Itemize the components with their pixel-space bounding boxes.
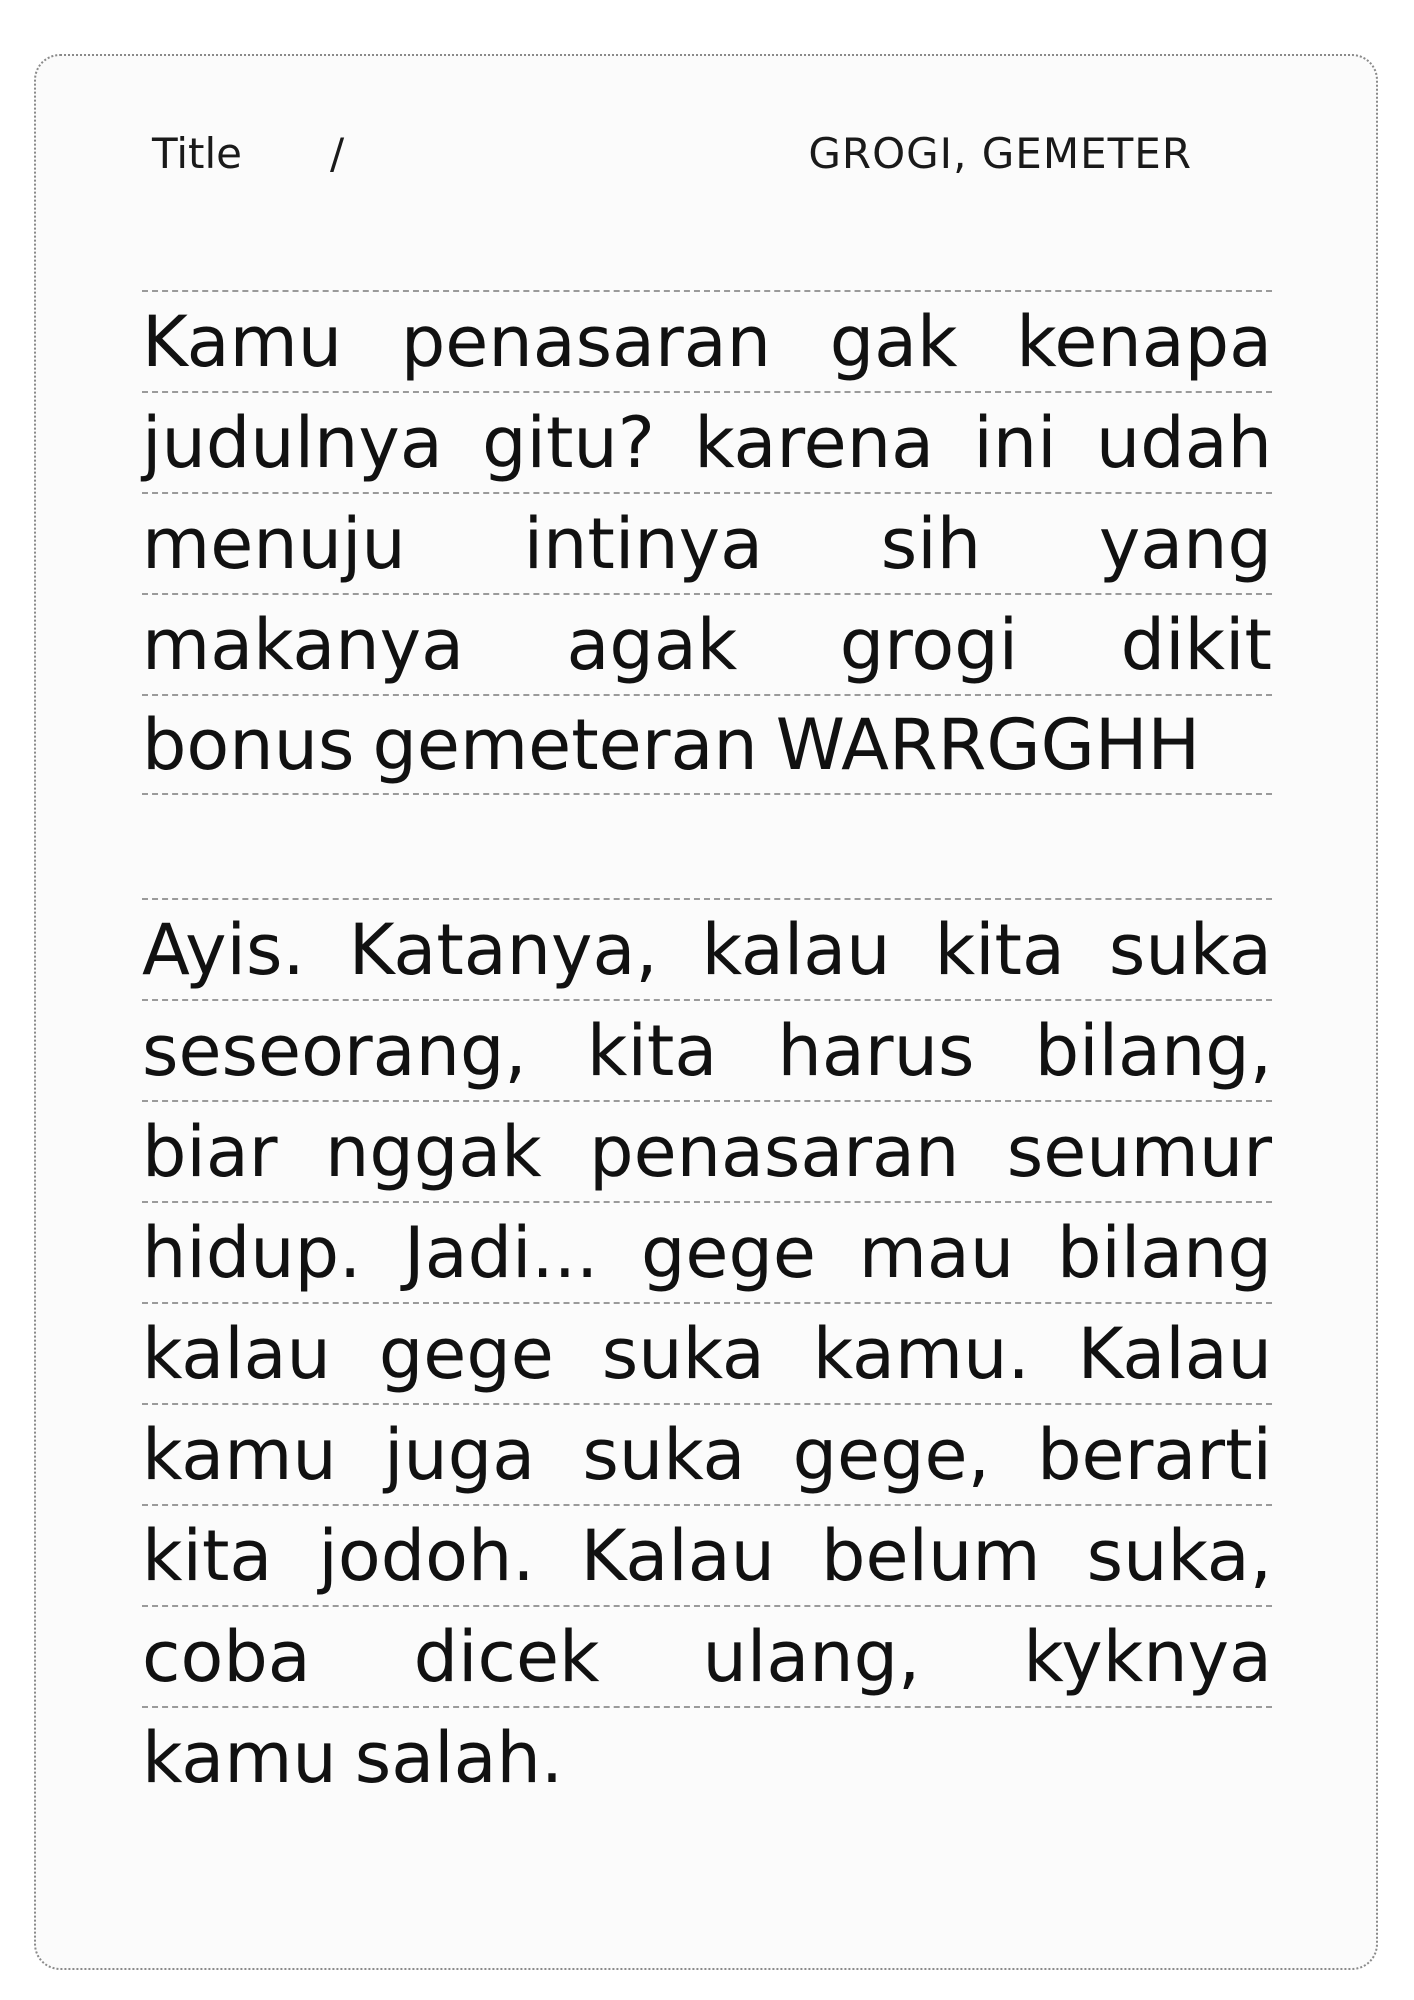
word: dikit <box>1120 603 1272 686</box>
word: intinya <box>523 502 763 585</box>
word: kenapa <box>1016 300 1272 383</box>
word: gege <box>640 1211 816 1294</box>
text-line <box>142 391 1272 492</box>
word: suka <box>601 1312 765 1395</box>
text-line <box>142 1504 1272 1605</box>
paragraph-2 <box>142 898 1272 1807</box>
title-separator: / <box>330 129 345 178</box>
word: kita <box>142 1514 273 1597</box>
word: penasaran <box>400 300 771 383</box>
text-line <box>142 1201 1272 1302</box>
word: kita <box>586 1009 718 1092</box>
word: ulang, <box>702 1615 921 1698</box>
word: mau <box>858 1211 1015 1294</box>
word: Katanya, <box>348 908 658 991</box>
word: grogi <box>839 603 1019 686</box>
word: berarti <box>1037 1413 1272 1496</box>
word: hidup. <box>142 1211 362 1294</box>
page-header <box>152 126 1192 182</box>
word: suka <box>582 1413 746 1496</box>
word: kamu. <box>812 1312 1030 1395</box>
word: gege <box>378 1312 554 1395</box>
word: sih <box>880 502 982 585</box>
word: Kalau <box>580 1514 775 1597</box>
word: udah <box>1095 401 1272 484</box>
word: kita <box>934 908 1065 991</box>
word: seseorang, <box>142 1009 527 1092</box>
text-line <box>142 694 1272 795</box>
word: harus <box>777 1009 975 1092</box>
word: jodoh. <box>318 1514 535 1597</box>
word: karena <box>694 401 935 484</box>
word: Kamu <box>142 300 343 383</box>
word: coba <box>142 1615 311 1698</box>
text-line <box>142 492 1272 593</box>
word: bilang, <box>1034 1009 1272 1092</box>
text-line <box>142 1605 1272 1706</box>
word: dicek <box>413 1615 600 1698</box>
word: biar <box>142 1110 278 1193</box>
word: ini <box>973 401 1057 484</box>
word: penasaran <box>589 1110 960 1193</box>
text-line <box>142 593 1272 694</box>
word: nggak <box>325 1110 542 1193</box>
word: WARRGGHH <box>775 703 1201 786</box>
word: kamu <box>142 1413 337 1496</box>
text-line <box>142 1100 1272 1201</box>
word: kamu <box>142 1716 337 1799</box>
text-line <box>142 898 1272 999</box>
text-line <box>142 1302 1272 1403</box>
word: makanya <box>142 603 464 686</box>
word: menuju <box>142 502 406 585</box>
word: yang <box>1098 502 1272 585</box>
word: bilang <box>1056 1211 1272 1294</box>
word: kyknya <box>1023 1615 1272 1698</box>
word: gemeteran <box>372 703 758 786</box>
word: juga <box>383 1413 536 1496</box>
word: suka <box>1108 908 1272 991</box>
text-line <box>142 999 1272 1100</box>
page-title: GROGI, GEMETER <box>808 129 1192 178</box>
word: Jadi... <box>404 1211 599 1294</box>
word: agak <box>566 603 738 686</box>
paragraph-1 <box>142 290 1272 795</box>
word: seumur <box>1006 1110 1272 1193</box>
word: kalau <box>142 1312 331 1395</box>
text-line <box>142 1403 1272 1504</box>
word: gitu? <box>482 401 655 484</box>
word: suka, <box>1086 1514 1272 1597</box>
word: kalau <box>701 908 891 991</box>
word: bonus <box>142 703 355 786</box>
word: belum <box>821 1514 1041 1597</box>
word: Ayis. <box>142 908 305 991</box>
word: judulnya <box>142 401 443 484</box>
text-line <box>142 290 1272 391</box>
text-line <box>142 1706 1272 1807</box>
title-label: Title <box>152 129 243 178</box>
word: gak <box>829 300 958 383</box>
word: Kalau <box>1077 1312 1272 1395</box>
word: salah. <box>354 1716 564 1799</box>
word: gege, <box>792 1413 990 1496</box>
